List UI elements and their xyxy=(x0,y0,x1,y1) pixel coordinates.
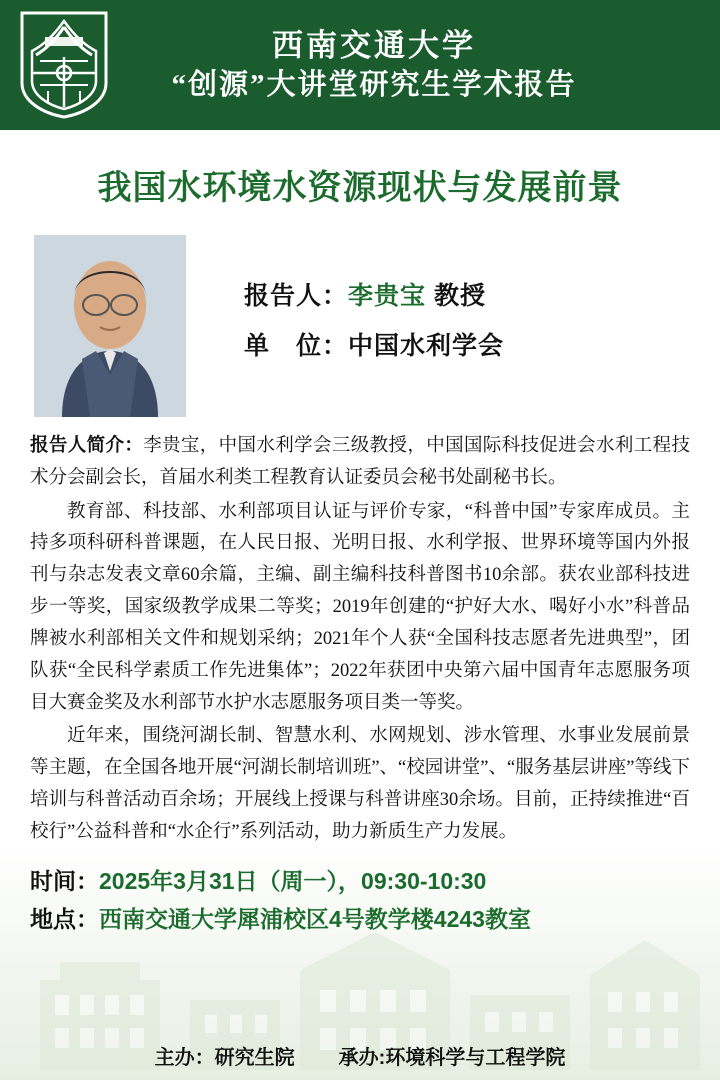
presenter-rank: 教授 xyxy=(433,282,486,310)
poster-header xyxy=(0,0,720,130)
speaker-affiliation-row xyxy=(244,321,686,371)
presenter-name: 李贵宝 xyxy=(348,282,427,310)
affiliation-value: 中国水利学会 xyxy=(348,332,505,360)
speaker-presenter-row xyxy=(244,271,686,321)
speaker-portrait xyxy=(34,235,186,417)
event-meta xyxy=(0,863,720,939)
bio-label: 报告人简介： xyxy=(30,436,144,456)
header-title-group xyxy=(110,25,708,106)
southwest-jiaotong-university-emblem-icon xyxy=(18,11,110,119)
poster-footer xyxy=(0,1041,720,1070)
event-time-row xyxy=(30,863,690,901)
undertaker: 承办:环境科学与工程学院 xyxy=(338,1047,566,1069)
speaker-details xyxy=(186,235,686,371)
bio-paragraph-text: 李贵宝，中国水利学会三级教授，中国国际科技促进会水利工程技术分会副会长，首届水利类工程教育认证委员会秘书处副秘书长。 xyxy=(30,436,690,488)
bio-paragraph: 近年来，围绕河湖长制、智慧水利、水网规划、涉水管理、水事业发展前景等主题，在全国各地开展“河湖长制培训班”、“校园讲堂”、“服务基层讲座”等线下培训与科普活动百余场；开展线上授课与科普讲座30余场。目前，正持续推进“百校行”公益科普和“水企行”系列活动，助力新质生产力发展。 xyxy=(30,726,690,842)
time-value: 2025年3月31日（周一），09:30-10:30 xyxy=(99,867,487,894)
affiliation-label: 单 位： xyxy=(244,332,349,360)
event-place-row xyxy=(30,901,690,939)
place-value: 西南交通大学犀浦校区4号教学楼4243教室 xyxy=(99,905,531,932)
lecture-series-name: “创源”大讲堂研究生学术报告 xyxy=(171,69,577,102)
speaker-bio xyxy=(0,431,720,849)
university-name: 西南交通大学 xyxy=(272,27,476,63)
place-label: 地点： xyxy=(30,905,99,932)
page-title: 我国水环境水资源现状与发展前景 xyxy=(97,169,623,207)
bio-paragraph: 教育部、科技部、水利部项目认证与评价专家，“科普中国”专家库成员。主持多项科研科普课题，在人民日报、光明日报、水利学报、世界环境等国内外报刊与杂志发表文章60余篇，主编、副主编科技科普图书10余部。获农业部科技进步一等奖，国家级教学成果二等奖；2019年创建的“护好大水、喝好小水”科普品牌被水利部相关文件和规划采纳；2021年个人获“全国科技志愿者先进典型”，团队获“全民科学素质工作先进集体”；2022年获团中央第六届中国青年志愿服务项目大赛金奖及水利部节水护水志愿服务项目类一等奖。 xyxy=(30,501,690,713)
time-label: 时间： xyxy=(30,867,99,894)
presenter-label: 报告人： xyxy=(244,282,349,310)
bio-paragraph xyxy=(30,431,690,495)
speaker-section xyxy=(0,235,720,417)
organizer: 主办：研究生院 xyxy=(154,1047,295,1069)
